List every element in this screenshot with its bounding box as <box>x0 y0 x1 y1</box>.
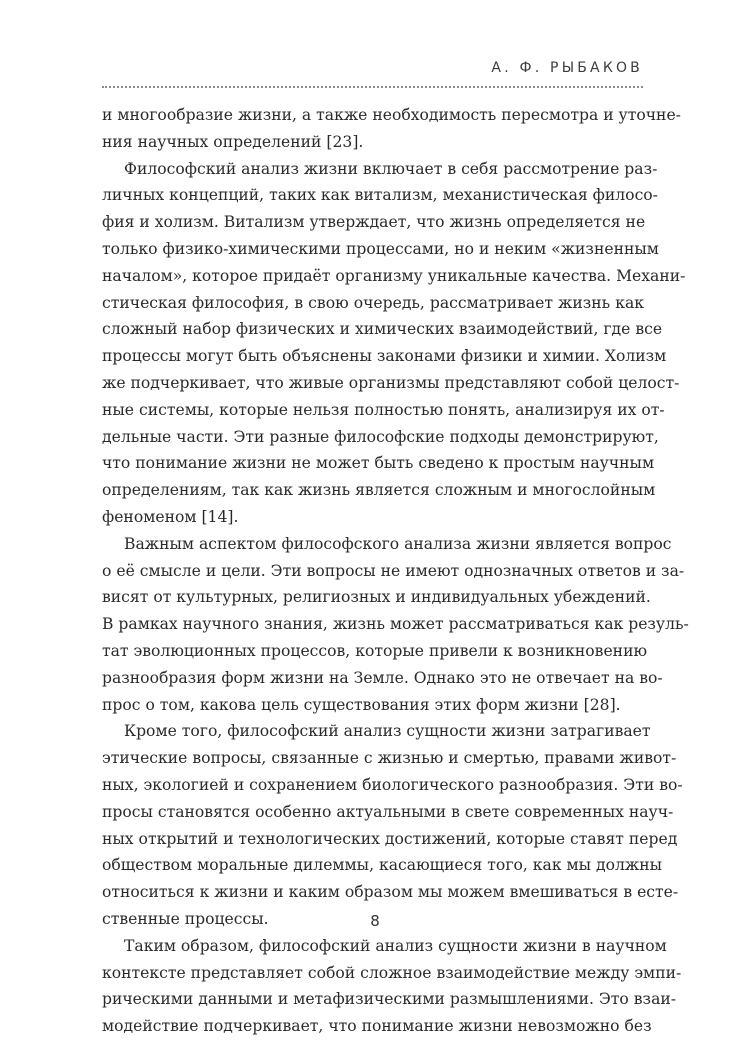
text-line: просы становятся особенно актуальными в свете современных науч- <box>102 802 674 821</box>
paragraph-1 <box>102 102 681 156</box>
text-line: сложный набор физических и химических взаимодействий, где все <box>102 320 663 339</box>
text-line: этические вопросы, связанные с жизнью и смертью, правами живот- <box>102 749 677 768</box>
text-line: что понимание жизни не может быть сведено к простым научным <box>102 454 655 473</box>
text-line: Таким образом, философский анализ сущности жизни в научном <box>124 936 667 955</box>
text-line: тат эволюционных процессов, которые привели к возникновению <box>102 641 648 660</box>
text-line: В рамках научного знания, жизнь может рассматриваться как резуль- <box>102 615 689 634</box>
text-line: только физико-химическими процессами, но и неким «жизненным <box>102 239 659 258</box>
text-line: феноменом [14]. <box>102 507 239 526</box>
text-line: ные системы, которые нельзя полностью понять, анализируя их от- <box>102 400 665 419</box>
text-line: и многообразие жизни, а также необходимость пересмотра и уточне- <box>102 106 681 124</box>
text-line: ных, экологией и сохранением биологического разнообразия. Эти во- <box>102 775 683 794</box>
text-line: личных концепций, таких как витализм, механистическая филосо- <box>102 186 658 205</box>
text-line: ния научных определений [23]. <box>102 132 364 151</box>
text-line: обществом моральные дилеммы, касающиеся того, как мы должны <box>102 856 663 875</box>
text-line: контексте представляет собой сложное взаимодействие между эмпи- <box>102 963 682 982</box>
text-line: висят от культурных, религиозных и индивидуальных убеждений. <box>102 588 651 607</box>
text-line: относиться к жизни и каким образом мы можем вмешиваться в есте- <box>102 883 679 902</box>
text-line: стическая философия, в свою очередь, рассматривает жизнь как <box>102 293 644 312</box>
text-line: рическими данными и метафизическими размышлениями. Это взаи- <box>102 990 677 1009</box>
text-line: процессы могут быть объяснены законами физики и химии. Холизм <box>102 347 667 366</box>
text-line: фия и холизм. Витализм утверждает, что жизнь определяется не <box>102 213 646 232</box>
text-line: модействие подчеркивает, что понимание жизни невозможно без <box>102 1017 652 1036</box>
header-dotted-rule <box>102 86 643 88</box>
text-line: прос о том, какова цель существования этих форм жизни [28]. <box>102 695 621 714</box>
text-line: началом», которое придаёт организму уникальные качества. Механи- <box>102 266 686 285</box>
text-line: о её смысле и цели. Эти вопросы не имеют однозначных ответов и за- <box>102 561 685 580</box>
text-line: разнообразия форм жизни на Земле. Однако это не отвечает на во- <box>102 668 663 687</box>
page-number: 8 <box>370 912 380 930</box>
text-line: же подчеркивает, что живые организмы представляют собой целост- <box>102 373 680 392</box>
text-line: дельные части. Эти разные философские подходы демонстрируют, <box>102 427 659 446</box>
text-line: ственные процессы. <box>102 909 269 928</box>
text-line: Кроме того, философский анализ сущности жизни затрагивает <box>124 722 651 741</box>
text-line: определениям, так как жизнь является сложным и многослойным <box>102 481 656 500</box>
body-text <box>102 102 689 1040</box>
text-line: ных открытий и технологических достижений, которые ставят перед <box>102 829 678 848</box>
paragraph-5 <box>102 933 682 1040</box>
paragraph-3 <box>102 531 689 719</box>
paragraph-4 <box>102 718 683 932</box>
paragraph-2 <box>102 156 686 531</box>
running-header: А. Ф. РЫБАКОВ <box>491 60 643 76</box>
text-line: Философский анализ жизни включает в себя рассмотрение раз- <box>124 159 658 178</box>
text-line: Важным аспектом философского анализа жизни является вопрос <box>124 534 672 553</box>
